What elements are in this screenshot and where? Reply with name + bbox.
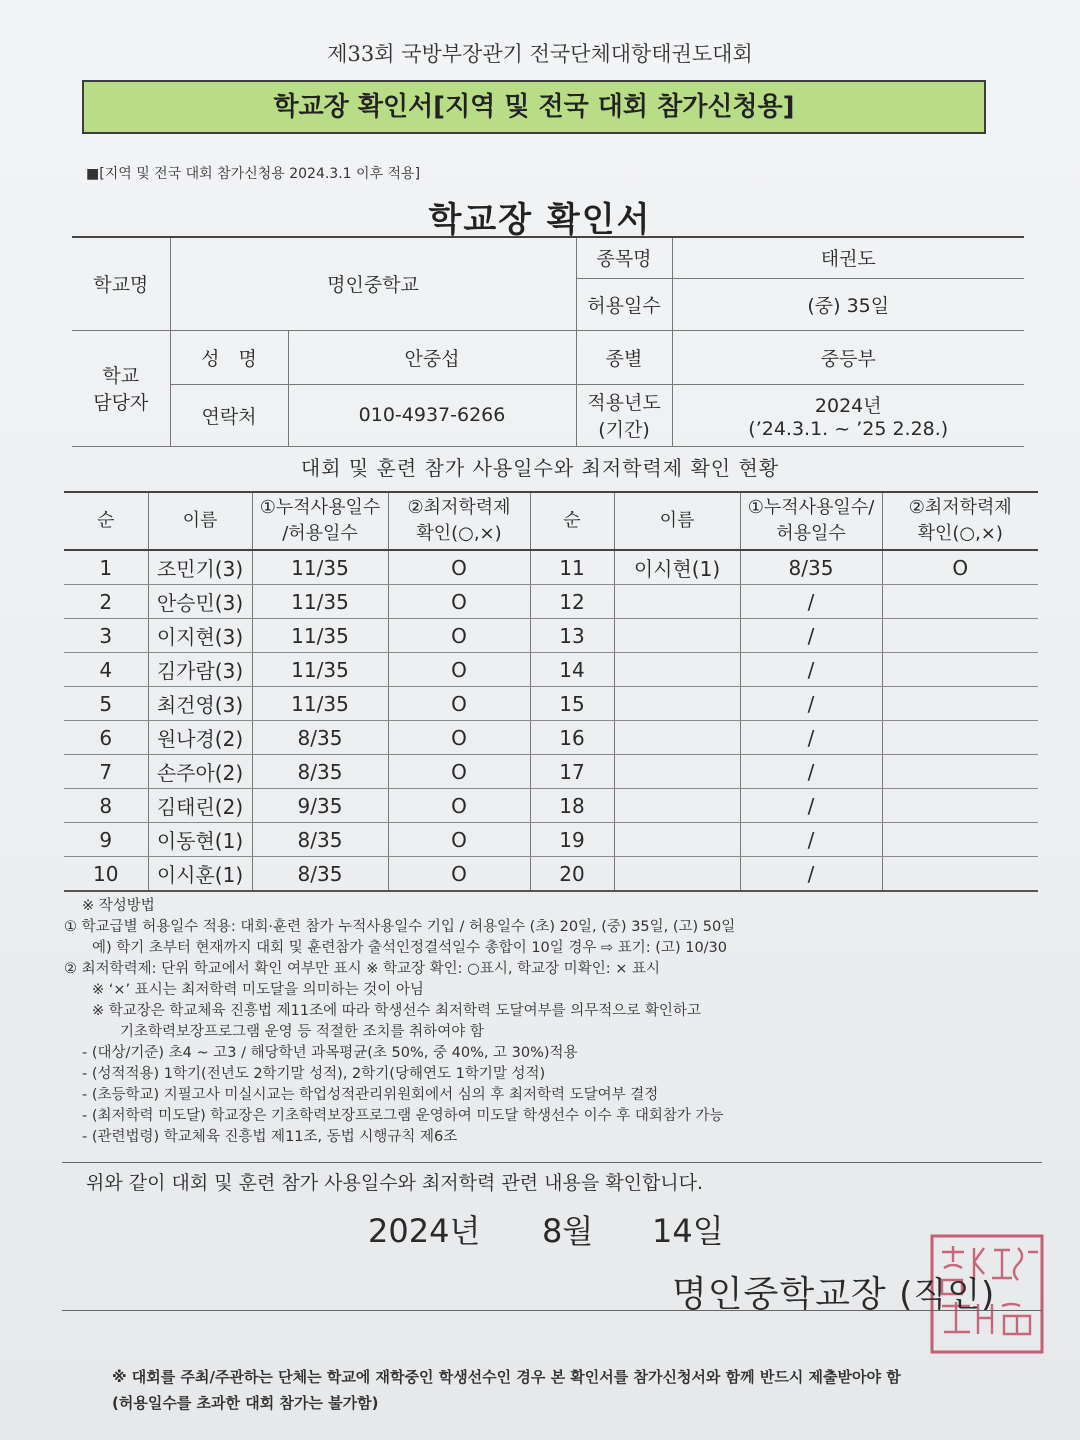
records-body [64,550,1038,891]
row-days: 11/35 [252,585,388,619]
header-days-right-line1: ①누적사용일수/ [747,497,875,518]
row-days-right: / [740,857,882,892]
row-name-right [614,789,740,823]
table-row [64,653,1038,687]
division-label: 종별 [576,330,672,384]
note-2-b: ※ 학교장은 학교체육 진흥법 제11조에 따라 학생선수 최저학력 도달여부를 의무적으로 확인하고 [92,1003,701,1019]
row-name-right [614,823,740,857]
footer-line-1: ※ 대회를 주최/주관하는 단체는 학교에 재학중인 학생선수인 경우 본 확인서를 참가신청서와 함께 반드시 제출받아야 함 [112,1368,901,1386]
detail-4: - (최저학력 미도달) 학교장은 기초학력보장프로그램 운영하여 미도달 학생선수 이수 후 대회참가 가능 [82,1108,724,1124]
row-days: 8/35 [252,857,388,892]
row-name-right [614,755,740,789]
row-days: 11/35 [252,550,388,585]
contact-label: 연락처 [170,384,288,446]
records-table [64,491,1038,892]
row-no-right: 19 [530,823,614,857]
row-name-right [614,857,740,892]
row-check: O [388,857,530,892]
row-days-right: / [740,653,882,687]
header-check [388,492,530,550]
header-check-line2: 확인(○,×) [416,523,502,544]
row-days-right: / [740,721,882,755]
row-no: 6 [64,721,148,755]
row-no-right: 15 [530,687,614,721]
row-no: 5 [64,687,148,721]
row-check: O [388,550,530,585]
row-days: 11/35 [252,619,388,653]
year-label-line2: (기간) [598,419,650,441]
row-days: 8/35 [252,721,388,755]
row-check-right: O [882,550,1038,585]
event-label: 종목명 [576,237,672,278]
row-check: O [388,653,530,687]
row-days: 11/35 [252,653,388,687]
date-month: 8월 [542,1212,594,1250]
manager-name-label: 성 명 [170,330,288,384]
table-row [64,755,1038,789]
year-value [672,384,1024,446]
event-value: 태권도 [672,237,1024,278]
row-check: O [388,687,530,721]
year-label-line1: 적용년도 [587,392,661,414]
notes-heading: ※ 작성방법 [82,898,155,914]
header-check-right [882,492,1038,550]
note-2: ② 최저학력제: 단위 학교에서 확인 여부만 표시 ※ 학교장 확인: ○표시, 학교장 미확인: × 표시 [64,961,660,977]
note-1-example: 예) 학기 초부터 현재까지 대회 및 훈련참가 출석인정결석일수 총합이 10일 경우 ⇨ 표기: (고) 10/30 [92,940,728,956]
row-check-right [882,721,1038,755]
row-check-right [882,687,1038,721]
row-no-right: 11 [530,550,614,585]
header-check-right-line2: 확인(○,×) [917,523,1003,544]
row-name: 이시훈(1) [148,857,252,892]
row-no: 10 [64,857,148,892]
date-day: 14일 [652,1212,724,1250]
note-2-a: ※ ‘×’ 표시는 최저학력 미도달을 의미하는 것이 아님 [92,982,424,998]
row-name: 김태린(2) [148,789,252,823]
table-row [64,857,1038,892]
detail-5: - (관련법령) 학교체육 진흥법 제11조, 동법 시행규칙 제6조 [82,1129,458,1145]
note-1: ① 학교급별 허용일수 적용: 대회·훈련 참가 누적사용일수 기입 / 허용일수 (초) 20일, (중) 35일, (고) 50일 [64,919,736,935]
row-check: O [388,721,530,755]
row-check-right [882,653,1038,687]
school-label: 학교명 [72,237,170,330]
row-no-right: 13 [530,619,614,653]
row-check: O [388,585,530,619]
row-days: 8/35 [252,823,388,857]
row-days-right: / [740,755,882,789]
divider [62,1162,1042,1163]
row-no: 7 [64,755,148,789]
section-title: 대회 및 훈련 참가 사용일수와 최저학력제 확인 현황 [300,456,780,480]
row-check-right [882,823,1038,857]
row-no-right: 18 [530,789,614,823]
row-check: O [388,619,530,653]
header-days-right [740,492,882,550]
row-check-right [882,585,1038,619]
row-name: 안승민(3) [148,585,252,619]
seal-label: (직인) [899,1275,996,1315]
row-days-right: / [740,823,882,857]
row-name: 원나경(2) [148,721,252,755]
header-check-line1: ②최저학력제 [407,497,511,518]
row-days-right: 8/35 [740,550,882,585]
row-check-right [882,857,1038,892]
row-no-right: 16 [530,721,614,755]
row-days-right: / [740,789,882,823]
row-name: 이지현(3) [148,619,252,653]
form-banner: 학교장 확인서[지역 및 전국 대회 참가신청용] [82,80,986,134]
row-no-right: 20 [530,857,614,892]
table-row [64,619,1038,653]
manager-name-value: 안중섭 [288,330,576,384]
row-name: 김가람(3) [148,653,252,687]
row-name: 손주아(2) [148,755,252,789]
allowed-days-label: 허용일수 [576,278,672,330]
manager-label-line2: 담당자 [93,392,149,414]
row-check: O [388,823,530,857]
row-name-right [614,653,740,687]
event-title: 제33회 국방부장관기 전국단체대항태권도대회 [327,42,753,66]
applies-note: ■[지역 및 전국 대회 참가신청용 2024.3.1 이후 적용] [86,166,421,182]
row-no-right: 12 [530,585,614,619]
detail-1: - (대상/기준) 초4 ~ 고3 / 해당학년 과목평균(초 50%, 중 40%, 고 30%)적용 [82,1045,578,1061]
school-value: 명인중학교 [170,237,576,330]
header-check-right-line1: ②최저학력제 [908,497,1012,518]
row-name-right: 이시현(1) [614,550,740,585]
header-days-line2: /허용일수 [282,523,358,544]
manager-label-line1: 학교 [102,365,140,387]
row-name: 이동현(1) [148,823,252,857]
header-days [252,492,388,550]
row-name-right [614,619,740,653]
row-no-right: 14 [530,653,614,687]
row-days-right: / [740,619,882,653]
detail-2: - (성적적용) 1학기(전년도 2학기말 성적), 2학기(당해연도 1학기말 성적) [82,1066,546,1082]
table-row [64,585,1038,619]
row-name-right [614,687,740,721]
header-name-right: 이름 [614,492,740,550]
row-days-right: / [740,687,882,721]
writing-instructions [64,896,1024,1148]
table-row [64,721,1038,755]
header-no: 순 [64,492,148,550]
row-name: 조민기(3) [148,550,252,585]
row-no: 4 [64,653,148,687]
year-value-line2: (’24.3.1. ~ ’25 2.28.) [748,417,949,440]
row-days: 9/35 [252,789,388,823]
footer-note [112,1364,1042,1416]
row-days-right: / [740,585,882,619]
confirm-statement: 위와 같이 대회 및 훈련 참가 사용일수와 최저학력 관련 내용을 확인합니다. [86,1172,704,1194]
table-row [64,789,1038,823]
table-row [64,687,1038,721]
allowed-days-value: (중) 35일 [672,278,1024,330]
row-check: O [388,755,530,789]
division-value: 중등부 [672,330,1024,384]
row-check: O [388,789,530,823]
year-value-line1: 2024년 [814,394,882,417]
row-no: 2 [64,585,148,619]
year-label [576,384,672,446]
row-no: 1 [64,550,148,585]
manager-label [72,330,170,446]
note-2-c: 기초학력보장프로그램 운영 등 적절한 조치를 취하여야 함 [120,1024,484,1040]
footer-line-2: (허용일수를 초과한 대회 참가는 불가함) [112,1394,379,1412]
row-no-right: 17 [530,755,614,789]
header-days-right-line2: 허용일수 [776,523,846,544]
row-no: 3 [64,619,148,653]
row-check-right [882,619,1038,653]
detail-3: - (초등학교) 지필고사 미실시교는 학업성적관리위원회에서 심의 후 최저학력 도달여부 결정 [82,1087,659,1103]
header-days-line1: ①누적사용일수 [259,497,381,518]
row-name: 최건영(3) [148,687,252,721]
info-table [72,236,1024,447]
row-check-right [882,789,1038,823]
row-days: 8/35 [252,755,388,789]
document-title: 학교장 확인서 [428,200,652,240]
header-no-right: 순 [530,492,614,550]
row-no: 9 [64,823,148,857]
table-row [64,823,1038,857]
divider [62,1310,1042,1311]
principal-name: 명인중학교장 [672,1274,887,1315]
date-year: 2024년 [368,1212,481,1250]
row-check-right [882,755,1038,789]
row-name-right [614,721,740,755]
contact-value: 010-4937-6266 [288,384,576,446]
header-name: 이름 [148,492,252,550]
row-days: 11/35 [252,687,388,721]
row-name-right [614,585,740,619]
table-row [64,550,1038,585]
row-no: 8 [64,789,148,823]
